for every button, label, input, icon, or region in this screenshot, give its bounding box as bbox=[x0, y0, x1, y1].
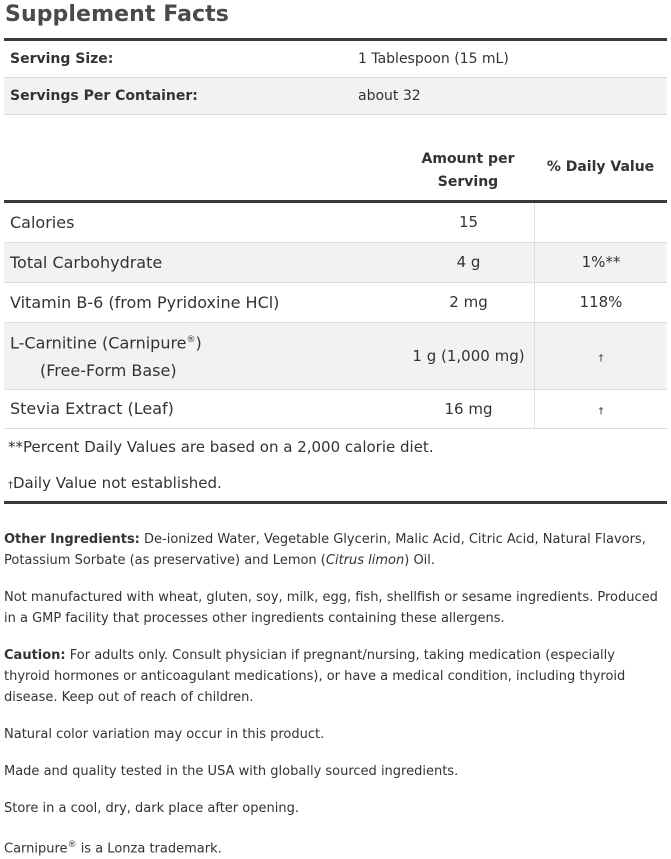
nutrient-name: Total Carbohydrate bbox=[4, 242, 403, 282]
other-ingredients-text: De-ionized Water, Vegetable Glycerin, Malic Acid, Citric Acid, Natural Flavors, Potassium Sorbate (as preservative) and Lemon ( bbox=[4, 532, 646, 568]
nutrient-amount: 1 g (1,000 mg) bbox=[403, 322, 535, 389]
made-in-usa-note: Made and quality tested in the USA with globally sourced ingredients. bbox=[4, 764, 459, 779]
other-ingredients-italic: Citrus limon bbox=[325, 553, 405, 568]
nutrient-amount: 4 g bbox=[403, 242, 535, 282]
daily-value-header: % Daily Value bbox=[546, 159, 655, 175]
other-ingredients-label: Other Ingredients: bbox=[4, 532, 140, 547]
amount-header-line1: Amount per bbox=[421, 151, 515, 167]
serving-size-label: Serving Size: bbox=[10, 51, 114, 67]
amount-header-line2: Serving bbox=[437, 174, 499, 190]
registered-mark: ® bbox=[67, 840, 77, 850]
nutrient-name-cell bbox=[4, 322, 403, 389]
nutrient-name: Stevia Extract (Leaf) bbox=[4, 389, 403, 428]
table-row bbox=[4, 322, 667, 389]
nutrient-name: L-Carnitine (Carnipure bbox=[10, 333, 187, 353]
nutrient-daily-value: 118% bbox=[535, 282, 668, 322]
nutrient-table bbox=[4, 203, 667, 429]
nutrient-daily-value bbox=[535, 203, 668, 242]
caution-statement bbox=[4, 645, 664, 708]
serving-size-value: 1 Tablespoon (15 mL) bbox=[358, 51, 509, 67]
dagger-symbol: † bbox=[598, 352, 604, 364]
dagger-symbol: † bbox=[8, 480, 13, 491]
registered-mark: ® bbox=[186, 335, 196, 346]
percent-footnote: **Percent Daily Values are based on a 2,000 calorie diet. bbox=[8, 438, 434, 456]
nutrient-daily-value-cell bbox=[535, 322, 668, 389]
table-row bbox=[4, 389, 667, 428]
table-row bbox=[4, 242, 667, 282]
servings-per-container-value: about 32 bbox=[358, 88, 421, 104]
servings-per-container-row bbox=[4, 78, 667, 115]
nutrient-name-end: ) bbox=[195, 333, 202, 353]
nutrient-amount: 2 mg bbox=[403, 282, 535, 322]
trademark-end: is a Lonza trademark. bbox=[76, 841, 222, 857]
table-row bbox=[4, 282, 667, 322]
allergen-statement: Not manufactured with wheat, gluten, soy, milk, egg, fish, shellfish or sesame ingredients. Produced in a GMP facility that processes other ingredients containing these allergens. bbox=[4, 590, 658, 626]
servings-per-container-label: Servings Per Container: bbox=[10, 88, 198, 104]
dagger-footnote bbox=[8, 474, 222, 492]
dagger-footnote-text: Daily Value not established. bbox=[13, 474, 222, 492]
nutrient-name: Vitamin B-6 (from Pyridoxine HCl) bbox=[4, 282, 403, 322]
nutrient-amount: 16 mg bbox=[403, 389, 535, 428]
serving-size-row bbox=[4, 41, 667, 78]
footnote-rule bbox=[4, 501, 667, 504]
nutrient-daily-value: 1%** bbox=[535, 242, 668, 282]
nutrient-name-line2: (Free-Form Base) bbox=[40, 360, 177, 380]
trademark-start: Carnipure bbox=[4, 841, 68, 857]
dagger-symbol: † bbox=[598, 405, 604, 417]
nutrient-name: Calories bbox=[4, 203, 403, 242]
other-ingredients bbox=[4, 529, 664, 571]
trademark-note bbox=[4, 835, 664, 859]
amount-per-serving-header bbox=[404, 148, 532, 194]
color-variation-note: Natural color variation may occur in this product. bbox=[4, 727, 325, 742]
nutrient-amount: 15 bbox=[403, 203, 535, 242]
page-title: Supplement Facts bbox=[5, 2, 229, 27]
other-ingredients-end: ) Oil. bbox=[404, 553, 436, 568]
table-row bbox=[4, 203, 667, 242]
nutrient-daily-value-cell bbox=[535, 389, 668, 428]
caution-label: Caution: bbox=[4, 648, 66, 663]
caution-text: For adults only. Consult physician if pregnant/nursing, taking medication (especially thyroid hormones or anticoagulant medications), or have a medical condition, including thyroid disease. Keep out of reach of children. bbox=[4, 648, 626, 705]
storage-note: Store in a cool, dry, dark place after opening. bbox=[4, 801, 299, 816]
